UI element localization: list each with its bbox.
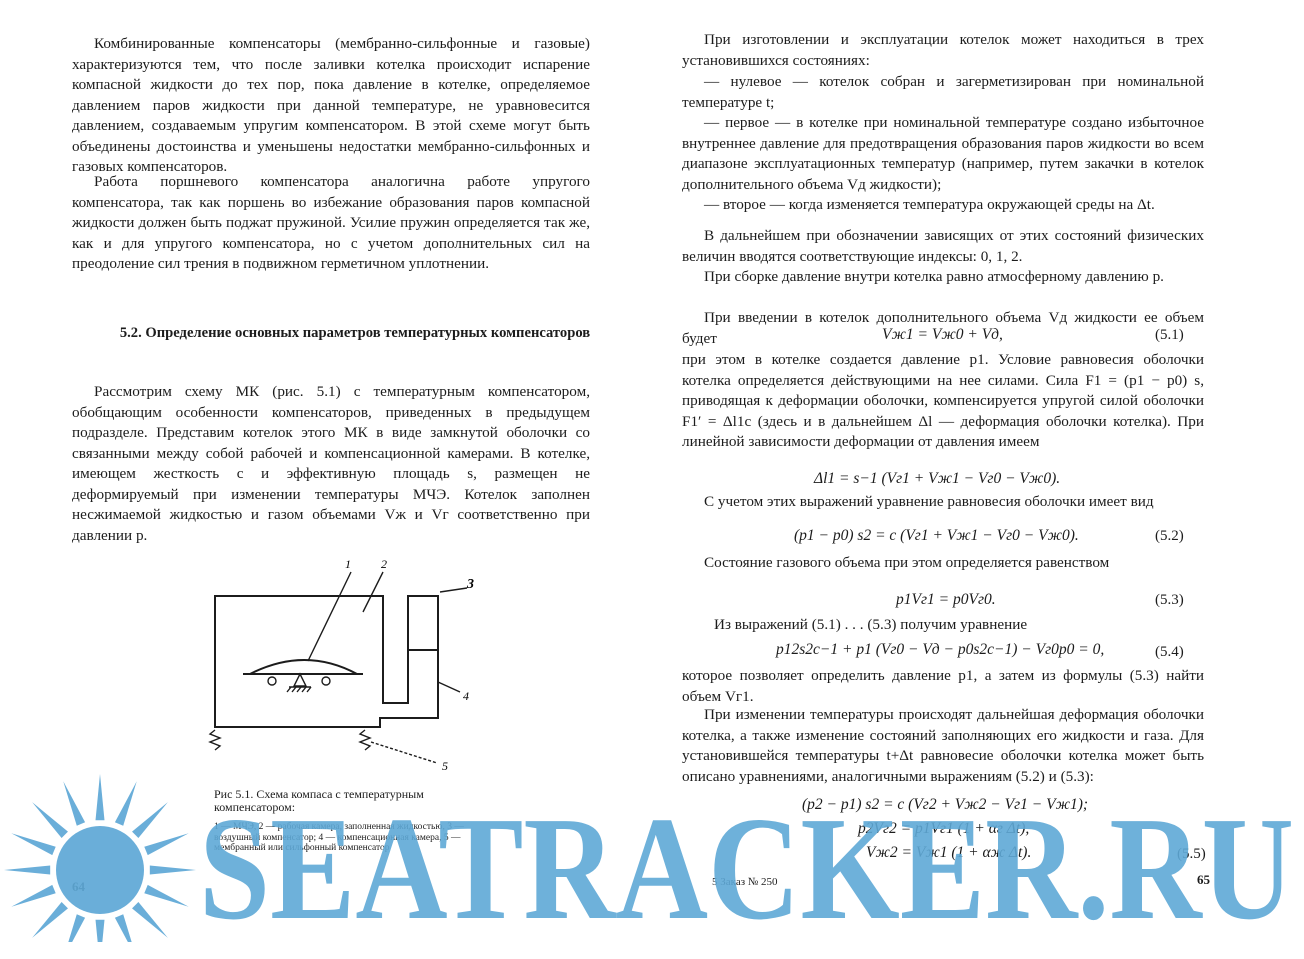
- equation-number-5-3: (5.3): [1155, 592, 1184, 608]
- sun-ray: [11, 833, 55, 855]
- paragraph-equilibrium-form: С учетом этих выражений уравнение равновесия оболочки имеет вид: [704, 493, 1154, 510]
- paragraph-temperature-change: При изменении температуры происходят дальнейшая деформация оболочки котелка, а также изменение состояний заполняющих его жидкости и газа. Для установившейся температуры t+Δt равновесие оболочки котелка может быть описано уравнениями, аналогичными выражениям (5.2) и (5.3):: [682, 706, 1204, 785]
- sun-ray: [32, 902, 68, 938]
- sun-icon: [0, 752, 200, 942]
- sun-ray: [150, 866, 196, 875]
- figure-5-1-diagram: [205, 560, 475, 775]
- sun-ray: [132, 902, 168, 938]
- sensing-element: [250, 660, 357, 674]
- paragraph-indices: В дальнейшем при обозначении зависящих от этих состояний физических величин вводятся соответствующие индексы: 0, 1, 2.: [682, 227, 1204, 265]
- figure-label-5: 5: [442, 759, 448, 773]
- equation-5-3: p1Vг1 = p0Vг0.: [896, 591, 996, 608]
- paragraph-obtain-equation: Из выражений (5.1) . . . (5.3) получим уравнение: [714, 616, 1028, 633]
- equation-number-5-5: (5.5): [1177, 846, 1206, 862]
- figure-label-4: 4: [463, 689, 469, 703]
- paragraph-piston-compensator: Работа поршневого компенсатора аналогична работе упругого компенсатора, так как поршень во избежание образования паров компасной жидкости должен быть поджат пружиной. Усилие пружин определяется так же, как и для упругого компенсатора, но с учетом дополнительных сил на преодоление сил трения в подвижном герметичном уплотнении.: [72, 173, 590, 272]
- figure-caption: Рис 5.1. Схема компаса с температурным компенсатором:: [214, 787, 424, 814]
- equation-5-1: Vж1 = Vж0 + Vд,: [882, 326, 1003, 343]
- equation-deformation: Δl1 = s−1 (Vг1 + Vж1 − Vг0 − Vж0).: [814, 470, 1061, 487]
- sun-ray: [96, 920, 105, 942]
- support-roller-right: [322, 677, 330, 685]
- figure-label-3: 3: [467, 577, 474, 592]
- page-number-right: 65: [1197, 872, 1210, 887]
- sun-ray: [4, 866, 50, 875]
- paragraph-state-zero: — нулевое — котелок собран и загерметизирован при номинальной температуре t;: [682, 73, 1204, 111]
- watermark-text: [195, 800, 1300, 930]
- sun-ray: [115, 914, 137, 942]
- paragraph-equilibrium: при этом в котелке создается давление p1. Условие равновесия оболочки котелка определяется действующими на нее силами. Сила F1 = (p1 − p0) s, приводящая к деформации оболочки, компенсируется упругой силой оболочки F1′ = Δl1c (здесь и в дальнейшем Δl — деформация оболочки котелка). При линейной зависимости деформации от давления имеем: [682, 351, 1204, 450]
- equation-number-5-2: (5.2): [1155, 528, 1184, 544]
- sun-disk: [56, 826, 144, 914]
- sun-ray: [115, 781, 137, 825]
- sun-ray: [63, 781, 85, 825]
- sun-ray: [144, 833, 188, 855]
- figure-label-2: 2: [381, 560, 387, 571]
- paragraph-mk-scheme: Рассмотрим схему МК (рис. 5.1) с температурным компенсатором, обобщающим особенности компенсаторов, приведенных в предыдущем подразделе. Представим котелок этого МК в виде замкнутой оболочки со связанными между собой рабочей и компенсационной камерами. В котелке, имеющем жесткость c и эффективную площадь s, размещен не деформируемый при изменении температуры МЧЭ. Котелок заполнен несжимаемой жидкостью и газом объемами Vж и Vг соответственно при давлении p.: [72, 383, 590, 544]
- sun-ray: [96, 774, 105, 820]
- figure-label-1: 1: [345, 560, 351, 571]
- equation-5-5b: p2Vг2 = p1Vг1 (1 + αг Δt),: [858, 820, 1030, 837]
- sun-ray: [144, 885, 188, 907]
- paragraph-combined-compensators: Комбинированные компенсаторы (мембранно-сильфонные и газовые) характеризуются тем, что после заливки котелка происходит испарение компасной жидкости до тех пор, пока давление в котелке, определяемое давлением паров жидкости при данной температуре, не уравновесится давлением, создаваемым упругим компенсатором. В этой схеме могут быть объединены достоинства и уменьшены недостатки мембранно-сильфонных и газовых компенсаторов.: [72, 35, 590, 175]
- equation-number-5-1: (5.1): [1155, 327, 1184, 343]
- paragraph-determine-pressure: которое позволяет определить давление p1, а затем из формулы (5.3) найти объем Vг1.: [682, 667, 1204, 705]
- sun-ray: [63, 914, 85, 942]
- equation-5-5a: (p2 − p1) s2 = c (Vг2 + Vж2 − Vг1 − Vж1);: [802, 796, 1089, 813]
- sun-ray: [11, 885, 55, 907]
- watermark-label: SEATRACKER.RU: [199, 800, 1294, 930]
- paragraph-state-two: — второе — когда изменяется температура окружающей среды на Δt.: [704, 196, 1155, 213]
- paragraph-additional-volume: При введении в котелок дополнительного объема Vд жидкости ее объем будет: [682, 309, 1204, 347]
- equation-5-2: (p1 − p0) s2 = c (Vг1 + Vж1 − Vг0 − Vж0).: [794, 527, 1079, 544]
- section-heading: 5.2. Определение основных параметров температурных компенсаторов: [119, 325, 591, 341]
- page-footer: 5 Заказ № 250: [712, 876, 778, 888]
- equation-number-5-4: (5.4): [1155, 644, 1184, 660]
- figure-caption-legend: 1 — МЧЭ, 2 — рабочая камера, заполненная жидкостью, 3 — воздушный компенсатор; 4 — компенсационная камера, 5 — мембранный или сильфонный компенсатор: [214, 822, 464, 853]
- spring-left: [210, 730, 220, 750]
- paragraph-state-one: — первое — в котелке при номинальной температуре создано избыточное внутреннее давление для предотвращения образования паров жидкости во всем диапазоне эксплуатационных температур (например, путем закачки в котелок дополнительного объема Vд жидкости);: [682, 114, 1204, 193]
- paragraph-assembly-pressure: При сборке давление внутри котелка равно атмосферному давлению p.: [704, 268, 1164, 285]
- paragraph-gas-volume: Состояние газового объема при этом определяется равенством: [704, 554, 1110, 571]
- sun-ray: [32, 802, 68, 838]
- equation-5-5c: Vж2 = Vж1 (1 + αж Δt).: [866, 844, 1032, 861]
- pivot-icon: [294, 674, 306, 686]
- sun-ray: [132, 802, 168, 838]
- paragraph-states-intro: При изготовлении и эксплуатации котелок может находиться в трех установившихся состояниях:: [682, 31, 1204, 69]
- support-roller-left: [268, 677, 276, 685]
- equation-5-4: p12s2c−1 + p1 (Vг0 − Vд − p0s2c−1) − Vг0p0 = 0,: [776, 641, 1105, 658]
- spring-right: [360, 730, 370, 750]
